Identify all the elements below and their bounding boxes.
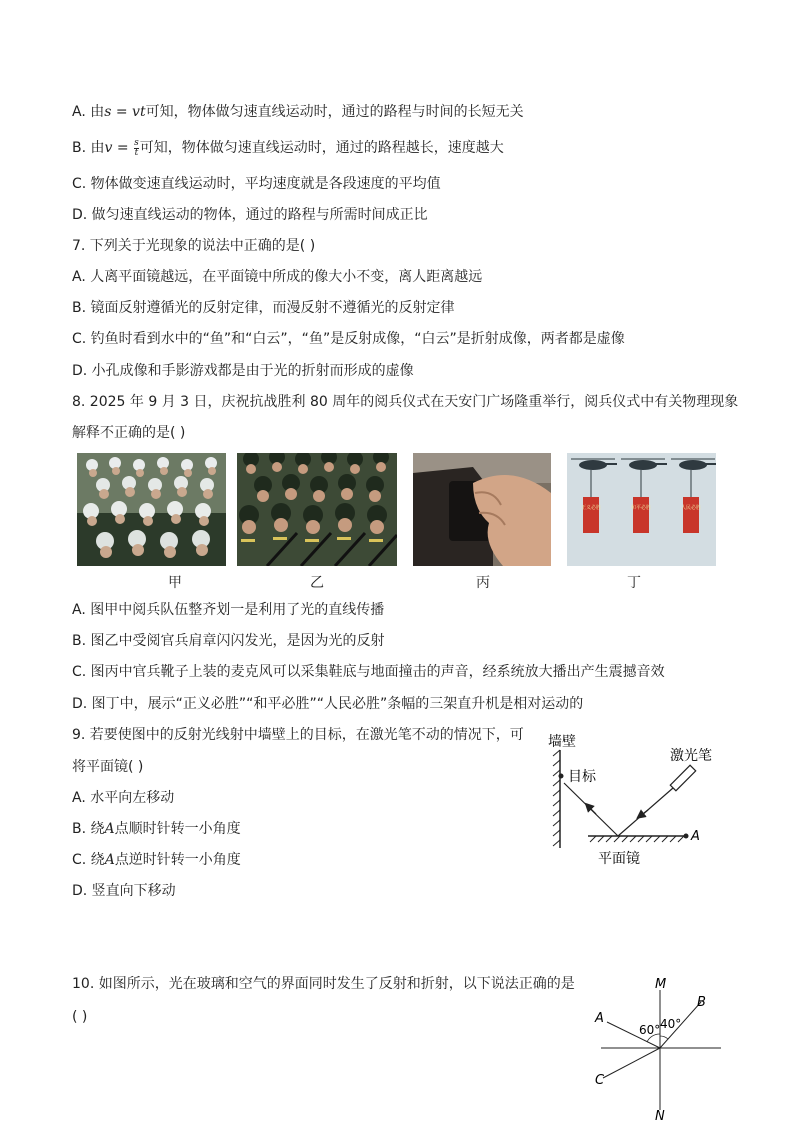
photo-yi bbox=[237, 453, 397, 566]
q9-option-b-point: A bbox=[104, 821, 115, 837]
pivot-point-a bbox=[684, 834, 689, 839]
q9-option-c-prefix: C. 绕 bbox=[72, 852, 105, 868]
incident-arrow bbox=[640, 810, 648, 816]
fraction-denominator: t bbox=[134, 147, 139, 158]
label-c: C bbox=[595, 1073, 605, 1088]
q6-option-a-prefix: A. 由 bbox=[72, 104, 105, 120]
q10-refraction-diagram bbox=[585, 972, 730, 1123]
caption-ding: 丁 bbox=[627, 575, 641, 591]
banner-text-3: 人民必胜 bbox=[680, 505, 702, 511]
q9-stem-line2: 将平面镜( ) bbox=[72, 759, 144, 775]
wall-label: 墙壁 bbox=[548, 734, 576, 750]
q6-option-b-eq: = bbox=[112, 140, 134, 156]
label-a: A bbox=[595, 1011, 604, 1026]
label-m: M bbox=[655, 977, 667, 992]
q6-option-b bbox=[72, 138, 504, 158]
wall bbox=[553, 750, 560, 848]
q6-option-a-formula: s = vt bbox=[104, 104, 146, 120]
q9-mirror-diagram bbox=[540, 728, 730, 870]
banner-text-1: 正义必胜 bbox=[580, 505, 602, 511]
target-label: 目标 bbox=[568, 769, 596, 785]
q9-option-c bbox=[72, 850, 241, 870]
q7-option-b: B. 镜面反射遵循光的反射定律，而漫反射不遵循光的反射定律 bbox=[72, 300, 455, 316]
q7-option-a: A. 人离平面镜越远，在平面镜中所成的像大小不变，离人距离越远 bbox=[72, 269, 483, 285]
fraction-numerator: s bbox=[134, 137, 139, 148]
q9-option-b bbox=[72, 819, 241, 839]
q9-stem-line1: 9. 若要使图中的反射光线射中墙壁上的目标，在激光笔不动的情况下，可 bbox=[72, 727, 524, 743]
q10-stem-line1: 10. 如图所示，光在玻璃和空气的界面同时发生了反射和折射，以下说法正确的是 bbox=[72, 976, 575, 992]
angle-label-40: 40° bbox=[660, 1017, 682, 1031]
q7-option-d: D. 小孔成像和手影游戏都是由于光的折射而形成的虚像 bbox=[72, 363, 414, 379]
q8-option-b: B. 图乙中受阅官兵肩章闪闪发光，是因为光的反射 bbox=[72, 633, 385, 649]
q9-option-c-text: 点逆时针转一小角度 bbox=[114, 852, 241, 868]
plane-mirror bbox=[588, 836, 686, 842]
photo-jia-image bbox=[77, 453, 226, 566]
q8-option-d: D. 图丁中，展示“正义必胜”“和平必胜”“人民必胜”条幅的三架直升机是相对运动的 bbox=[72, 696, 584, 712]
q6-option-d: D. 做匀速直线运动的物体，通过的路程与所需时间成正比 bbox=[72, 207, 428, 223]
q7-stem: 7. 下列关于光现象的说法中正确的是( ) bbox=[72, 238, 316, 254]
caption-jia: 甲 bbox=[168, 575, 182, 591]
q10-stem-line2: ( ) bbox=[72, 1009, 88, 1025]
q7-option-c: C. 钓鱼时看到水中的“鱼”和“白云”，“鱼”是反射成像，“白云”是折射成像，两者都是虚像 bbox=[72, 331, 625, 347]
q6-option-b-text: 可知，物体做匀速直线运动时，通过的路程越长，速度越大 bbox=[139, 140, 504, 156]
q9-option-d: D. 竖直向下移动 bbox=[72, 883, 176, 899]
q9-option-a: A. 水平向左移动 bbox=[72, 790, 175, 806]
q8-option-a: A. 图甲中阅兵队伍整齐划一是利用了光的直线传播 bbox=[72, 602, 385, 618]
q6-option-a-text: 可知，物体做匀速直线运动时，通过的路程与时间的长短无关 bbox=[145, 104, 524, 120]
label-b: B bbox=[697, 995, 706, 1010]
banner-text-2: 和平必胜 bbox=[630, 505, 652, 511]
reflected-arrow bbox=[588, 806, 596, 814]
q8-option-c: C. 图丙中官兵靴子上装的麦克风可以采集鞋底与地面撞击的声音，经系统放大播出产生震撼音效 bbox=[72, 664, 665, 680]
q6-option-b-var: v bbox=[104, 140, 113, 156]
photo-bing-image bbox=[413, 453, 551, 566]
point-a-label: A bbox=[691, 829, 700, 844]
laser-pen bbox=[670, 765, 695, 790]
label-n: N bbox=[655, 1109, 665, 1123]
laser-label: 激光笔 bbox=[670, 748, 712, 764]
photo-jia bbox=[77, 453, 226, 566]
q8-stem-line1: 8. 2025 年 9 月 3 日，庆祝抗战胜利 80 周年的阅兵仪式在天安门广场隆重举行，阅兵仪式中有关物理现象 bbox=[72, 394, 739, 410]
q9-option-c-point: A bbox=[104, 852, 115, 868]
photo-ding bbox=[567, 453, 716, 566]
q6-option-a bbox=[72, 102, 524, 122]
mirror-label: 平面镜 bbox=[598, 851, 640, 867]
ray-c bbox=[603, 1048, 660, 1078]
q6-option-c: C. 物体做变速直线运动时，平均速度就是各段速度的平均值 bbox=[72, 176, 441, 192]
q6-option-b-prefix: B. 由 bbox=[72, 140, 105, 156]
q9-option-b-text: 点顺时针转一小角度 bbox=[114, 821, 241, 837]
caption-yi: 乙 bbox=[310, 575, 324, 591]
q6-option-b-fraction bbox=[134, 139, 139, 158]
photo-bing bbox=[413, 453, 551, 566]
q8-stem-line2: 解释不正确的是( ) bbox=[72, 425, 186, 441]
angle-arc-2 bbox=[660, 1036, 668, 1039]
photo-yi-image bbox=[237, 453, 397, 566]
target-point bbox=[559, 774, 564, 779]
caption-bing: 丙 bbox=[476, 575, 490, 591]
angle-label-60: 60° bbox=[639, 1023, 661, 1037]
q9-option-b-prefix: B. 绕 bbox=[72, 821, 105, 837]
photo-ding-image bbox=[567, 453, 716, 566]
